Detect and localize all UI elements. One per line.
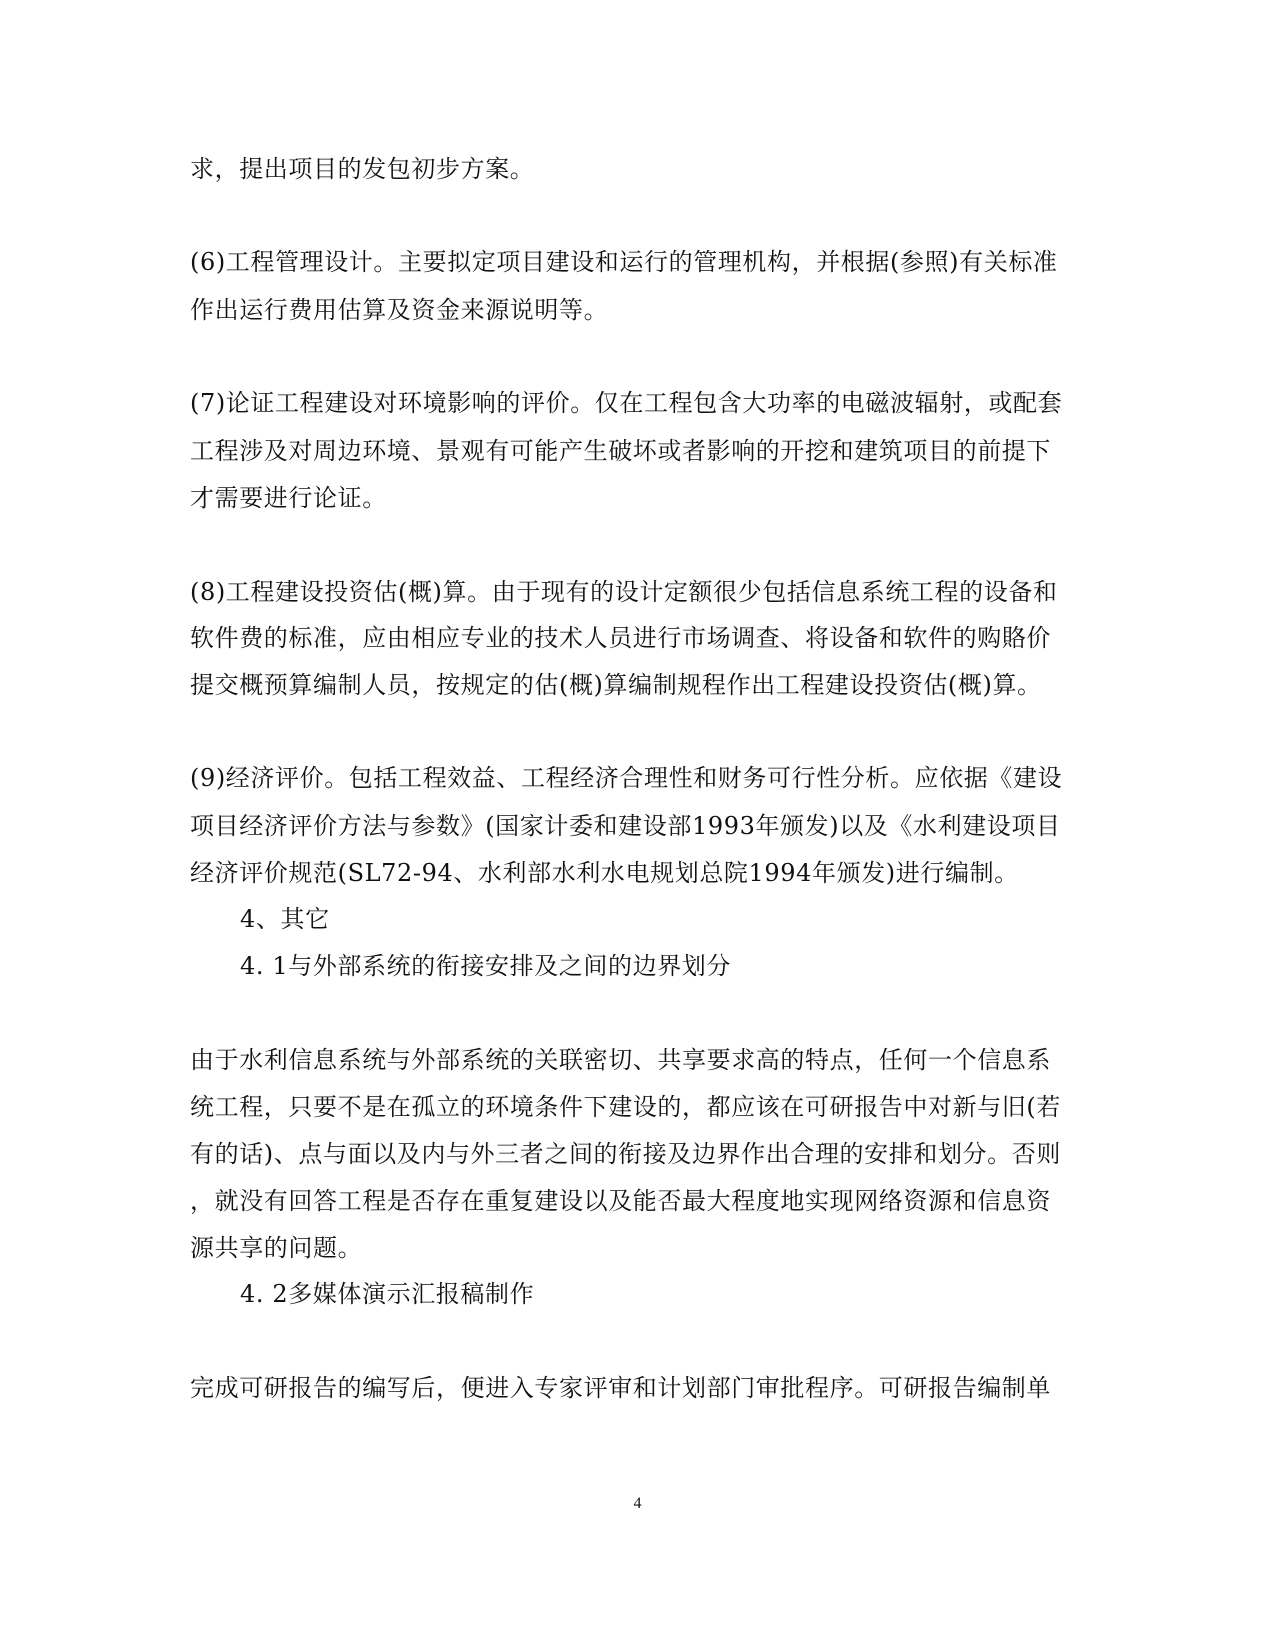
paragraph-line: 有的话)、点与面以及内与外三者之间的衔接及边界作出合理的安排和划分。否则 <box>190 1140 1061 1168</box>
paragraph-line: 源共享的问题。 <box>190 1234 363 1262</box>
paragraph-line: (8)工程建设投资估(概)算。由于现有的设计定额很少包括信息系统工程的设备和 <box>190 578 1058 606</box>
paragraph-line: 项目经济评价方法与参数》(国家计委和建设部1993年颁发)以及《水利建设项目 <box>190 812 1061 840</box>
subsection-heading: 4. 1与外部系统的衔接安排及之间的边界划分 <box>240 952 731 980</box>
paragraph-line: (7)论证工程建设对环境影响的评价。仅在工程包含大功率的电磁波辐射，或配套 <box>190 389 1063 417</box>
paragraph-line: (6)工程管理设计。主要拟定项目建设和运行的管理机构，并根据(参照)有关标准 <box>190 248 1058 276</box>
paragraph-line: 由于水利信息系统与外部系统的关联密切、共享要求高的特点，任何一个信息系 <box>190 1046 1051 1074</box>
paragraph-line: 工程涉及对周边环境、景观有可能产生破坏或者影响的开挖和建筑项目的前提下 <box>190 437 1051 465</box>
subsection-heading: 4. 2多媒体演示汇报稿制作 <box>240 1280 535 1308</box>
page-number: 4 <box>633 1495 642 1512</box>
paragraph-line: 经济评价规范(SL72-94、水利部水利水电规划总院1994年颁发)进行编制。 <box>190 859 1019 887</box>
paragraph-line: 作出运行费用估算及资金来源说明等。 <box>190 296 609 324</box>
paragraph-line: 统工程，只要不是在孤立的环境条件下建设的，都应该在可研报告中对新与旧(若 <box>190 1093 1061 1121</box>
paragraph-line: 完成可研报告的编写后，便进入专家评审和计划部门审批程序。可研报告编制单 <box>190 1374 1051 1402</box>
paragraph-line: (9)经济评价。包括工程效益、工程经济合理性和财务可行性分析。应依据《建设 <box>190 764 1063 792</box>
paragraph-line: 才需要进行论证。 <box>190 484 387 512</box>
paragraph-line: 求，提出项目的发包初步方案。 <box>190 155 535 183</box>
section-heading: 4、其它 <box>240 905 330 933</box>
paragraph-line: 软件费的标准，应由相应专业的技术人员进行市场调查、将设备和软件的购賂价 <box>190 624 1051 652</box>
paragraph-line: ，就没有回答工程是否存在重复建设以及能否最大程度地实现网络资源和信息资 <box>190 1187 1051 1215</box>
paragraph-line: 提交概预算编制人员，按规定的估(概)算编制规程作出工程建设投资估(概)算。 <box>190 671 1042 699</box>
